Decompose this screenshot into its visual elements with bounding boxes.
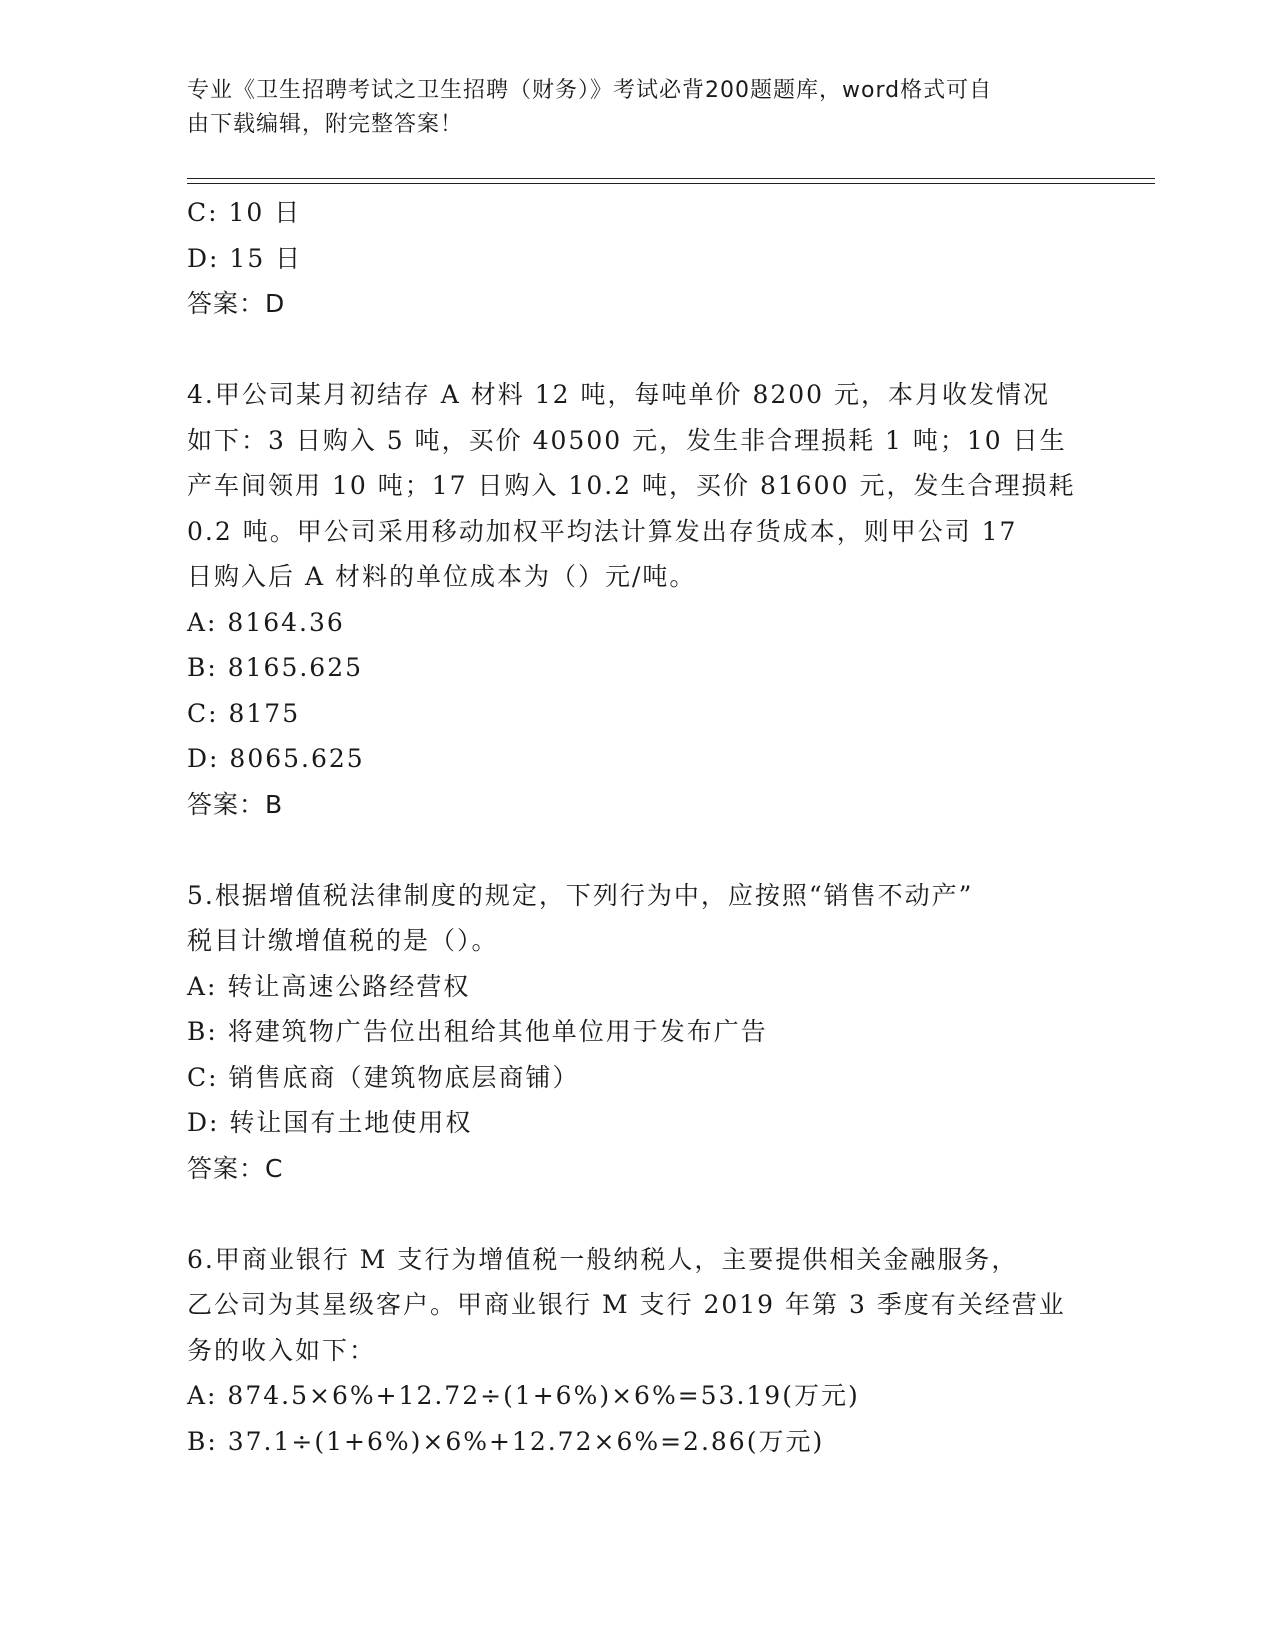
- question-text-line: 如下：3 日购入 5 吨，买价 40500 元，发生非合理损耗 1 吨；10 日生: [187, 425, 1067, 455]
- spacer: [187, 1191, 1087, 1237]
- option-c: C: 销售底商（建筑物底层商铺）: [187, 1062, 580, 1092]
- question-text-line: 4.甲公司某月初结存 A 材料 12 吨，每吨单价 8200 元，本月收发情况: [187, 380, 1051, 409]
- question-text-line: 6.甲商业银行 M 支行为增值税一般纳税人，主要提供相关金融服务，: [187, 1244, 1019, 1274]
- header-line-1: 专业《卫生招聘考试之卫生招聘（财务）》考试必背200题题库，word格式可自: [187, 78, 993, 103]
- option-c: C: 10 日: [187, 198, 302, 227]
- option-d: D: 8065.625: [187, 744, 365, 773]
- option-d: D: 转让国有土地使用权: [187, 1108, 473, 1137]
- option-a: A: 8164.36: [187, 607, 345, 637]
- question-6: [187, 1237, 1087, 1465]
- question-text-line: 乙公司为其星级客户。甲商业银行 M 支行 2019 年第 3 季度有关经营业: [187, 1290, 1066, 1319]
- header-line-2: 由下载编辑，附完整答案！: [187, 112, 464, 137]
- spacer: [187, 827, 1087, 873]
- option-c: C: 8175: [187, 698, 301, 728]
- question-3-tail: [187, 190, 1087, 327]
- question-text-line: 5.根据增值税法律制度的规定，下列行为中，应按照“销售不动产”: [187, 880, 974, 910]
- document-header: [187, 74, 1067, 142]
- answer-line: 答案：B: [187, 789, 284, 819]
- document-body: [187, 190, 1087, 1464]
- question-text-line: 务的收入如下：: [187, 1335, 377, 1365]
- option-d: D: 15 日: [187, 243, 303, 273]
- header-divider-top: [187, 178, 1155, 179]
- question-text-line: 0.2 吨。甲公司采用移动加权平均法计算发出存货成本，则甲公司 17: [187, 516, 1018, 546]
- option-a: A: 转让高速公路经营权: [187, 971, 471, 1001]
- question-text-line: 日购入后 A 材料的单位成本为（）元/吨。: [187, 562, 697, 591]
- question-5: [187, 873, 1087, 1192]
- answer-line: 答案：D: [187, 289, 286, 318]
- question-text-line: 税目计缴增值税的是（）。: [187, 926, 499, 955]
- option-b: B: 8165.625: [187, 653, 364, 682]
- option-a: A: 874.5×6%+12.72÷(1+6%)×6%=53.19(万元): [187, 1381, 860, 1410]
- question-text-line: 产车间领用 10 吨；17 日购入 10.2 吨，买价 81600 元，发生合理损耗: [187, 471, 1076, 500]
- header-divider-bottom: [187, 183, 1155, 184]
- option-b: B: 37.1÷(1+6%)×6%+12.72×6%=2.86(万元): [187, 1426, 825, 1456]
- question-4: [187, 372, 1087, 827]
- answer-line: 答案：C: [187, 1153, 284, 1183]
- spacer: [187, 327, 1087, 373]
- option-b: B: 将建筑物广告位出租给其他单位用于发布广告: [187, 1017, 768, 1046]
